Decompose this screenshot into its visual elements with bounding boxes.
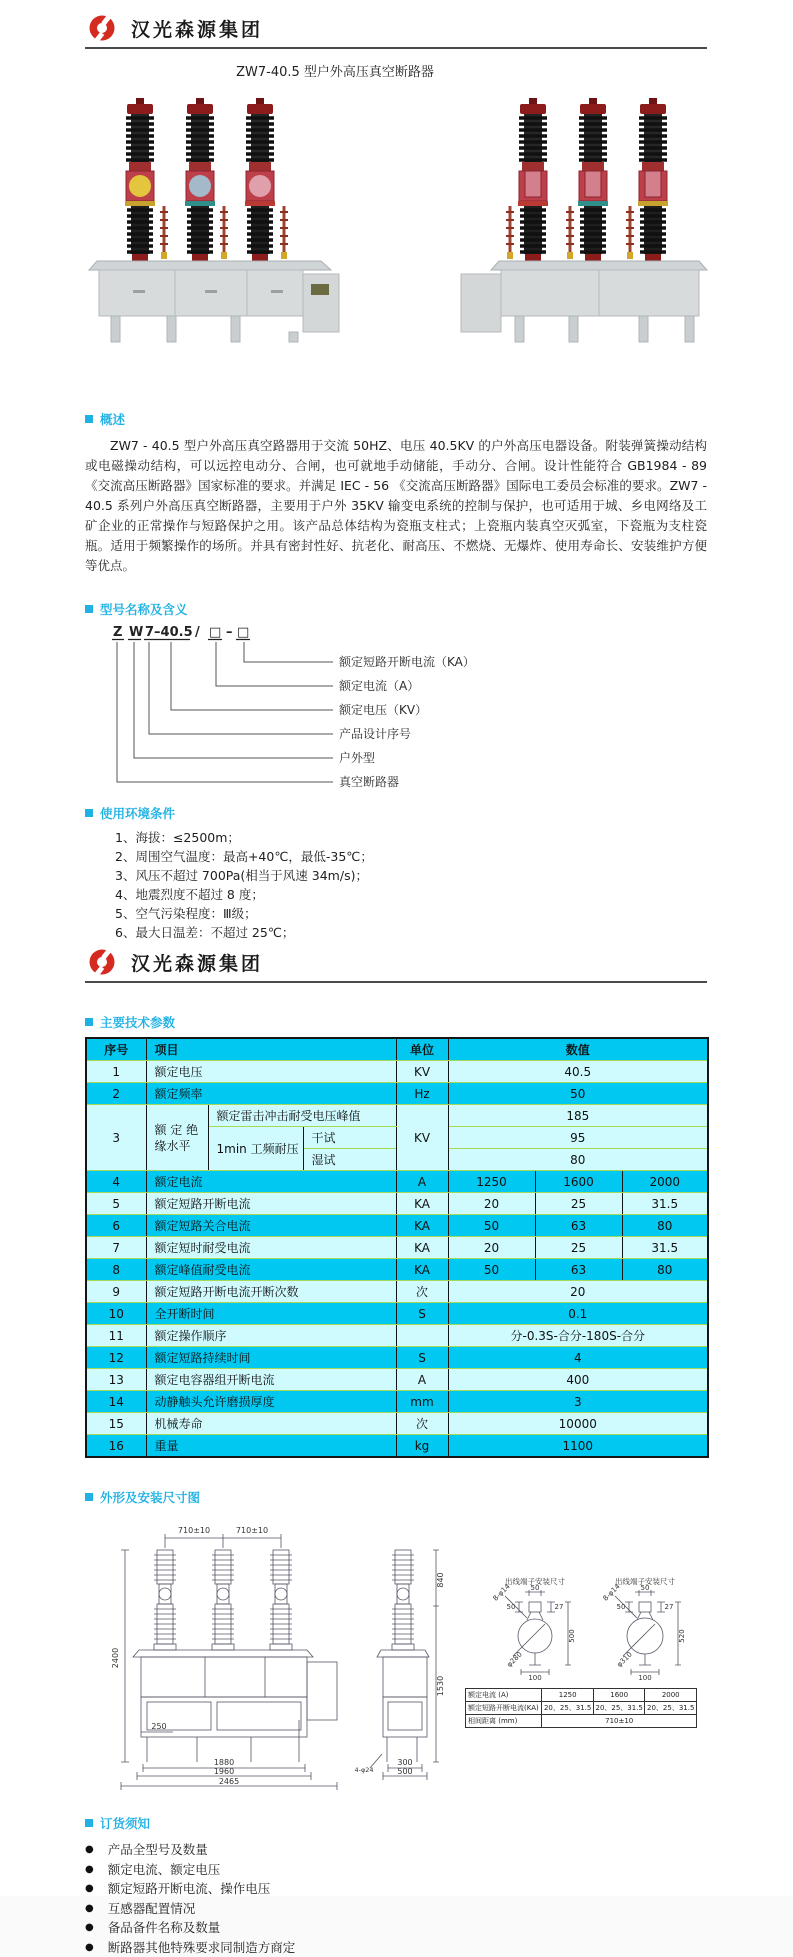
ordering-list [85,1840,707,1957]
table-row: 13 额定电容器组开断电流 A 400 [86,1369,708,1391]
section-title: 概述 [100,410,125,428]
list-item: 4、地震烈度不超过 8 度； [115,885,707,904]
svg-text:–: – [226,625,233,640]
svg-text:额定电流（A）: 额定电流（A） [339,678,419,693]
company-logo-icon [85,948,121,976]
table-row: 3 额 定 绝 缘水平 额定雷击冲击耐受电压峰值 KV 185 [86,1105,708,1127]
product-photos [85,94,707,344]
drawing-parameters-table: 额定电流 (A) 1250 1600 2000 额定短路开断电流(KA) 20、25、31.5 20、25、31.5 20、25、31.5 相间距离 (mm) 710±10 [465,1688,697,1728]
svg-text:出线端子安装尺寸: 出线端子安装尺寸 [505,1576,565,1586]
section-title: 主要技术参数 [100,1013,175,1031]
company-logo-icon [85,14,121,42]
section-bullet-icon [85,605,93,613]
section-bullet-icon [85,1819,93,1827]
svg-text:250: 250 [151,1722,166,1731]
svg-text:W: W [129,625,143,640]
section-title: 外形及安装尺寸图 [100,1488,200,1506]
svg-text:710±10: 710±10 [178,1526,210,1535]
svg-text:1880: 1880 [214,1758,234,1767]
svg-text:1960: 1960 [214,1767,234,1776]
bullet-icon: ● [85,1840,94,1860]
section-dimensions [85,1488,707,1798]
table-row: 6 额定短路关合电流 KA 50 63 80 [86,1215,708,1237]
table-row: 14 动静触头允许磨损厚度 mm 3 [86,1391,708,1413]
svg-text:φ310: φ310 [615,1650,633,1668]
model-designation-diagram [85,622,555,794]
svg-text:□: □ [237,625,249,640]
section-ordering [85,1814,707,1957]
parameters-table: 序号 项目 单位 数值 1 额定电压 KV 40.5 2 额定频率 Hz 50 3 额 定 绝 缘水平 额定雷击冲击耐受电压峰值 KV 185 1min 工频耐压 干试 95 湿试 80 4 额定电流 A 1250 1600 2000 5 额定短路开断电流 KA 20 25 31.5 6 额定短路关合电流 KA 50 63 80 7 额定短时耐受电流 KA 20 25 31.5 8 额定峰值耐受电流 KA 50 63 80 9 额定短路开断电流开断次数 次 20 10 全开断时间 S 0.1 11 额定操作顺序 分-0.3S-合分-180S-合分 12 额定短路持续时间 S 4 13 额定电容器组开断电流 A 400 14 动静触头允许磨损厚度 mm 3 15 机械寿命 次 10000 16 重量 kg 1100 [85,1037,709,1458]
product-photo-front [85,94,391,344]
svg-text:额定短路开断电流（KA）: 额定短路开断电流（KA） [339,654,475,669]
list-item: ● 额定短路开断电流、操作电压 [85,1879,707,1899]
svg-text:8-φ14: 8-φ14 [492,1582,513,1603]
section-bullet-icon [85,809,93,817]
dimension-drawing [85,1510,707,1798]
section-parameters [85,1013,707,1458]
svg-text:Z: Z [113,625,122,640]
svg-text:1530: 1530 [436,1676,445,1696]
list-item: ● 断路器其他特殊要求同制造方商定 [85,1938,707,1957]
section-title: 型号名称及含义 [100,600,188,618]
section-bullet-icon [85,1018,93,1026]
svg-text:7–40.5: 7–40.5 [145,625,193,640]
svg-text:8-φ14: 8-φ14 [602,1582,623,1603]
svg-text:300: 300 [397,1758,412,1767]
brand-header [85,948,707,983]
list-item: 5、空气污染程度：Ⅲ级； [115,904,707,923]
list-item: 3、风压不超过 700Pa(相当于风速 34m/s)； [115,866,707,885]
section-overview [85,410,707,576]
bullet-icon: ● [85,1918,94,1938]
section-environment [85,804,707,942]
table-row: 9 额定短路开断电流开断次数 次 20 [86,1281,708,1303]
table-row: 5 额定短路开断电流 KA 20 25 31.5 [86,1193,708,1215]
svg-text:520: 520 [678,1629,686,1642]
svg-text:50: 50 [531,1584,540,1592]
svg-text:4-φ24: 4-φ24 [354,1766,373,1774]
table-row: 8 额定峰值耐受电流 KA 50 63 80 [86,1259,708,1281]
environment-list [115,828,707,942]
list-item: 6、最大日温差：不超过 25℃； [115,923,707,942]
bullet-icon: ● [85,1938,94,1957]
svg-text:500: 500 [568,1629,576,1642]
svg-text:50: 50 [617,1603,626,1611]
svg-text:产品设计序号: 产品设计序号 [339,726,411,741]
table-row: 7 额定短时耐受电流 KA 20 25 31.5 [86,1237,708,1259]
svg-text:50: 50 [507,1603,516,1611]
list-item: 2、周围空气温度：最高+40℃，最低-35℃； [115,847,707,866]
table-row: 1 额定电压 KV 40.5 [86,1061,708,1083]
table-row: 10 全开断时间 S 0.1 [86,1303,708,1325]
svg-text:户外型: 户外型 [339,750,375,765]
table-row: 11 额定操作顺序 分-0.3S-合分-180S-合分 [86,1325,708,1347]
svg-text:2400: 2400 [111,1648,120,1668]
svg-text:840: 840 [436,1572,445,1587]
brand-header [85,14,707,49]
list-item: 1、海拔：≤2500m； [115,828,707,847]
section-title: 订货须知 [100,1814,150,1832]
svg-text:710±10: 710±10 [236,1526,268,1535]
svg-text:500: 500 [397,1767,412,1776]
svg-text:/: / [195,625,200,640]
svg-text:27: 27 [555,1603,564,1611]
section-title: 使用环境条件 [100,804,175,822]
bullet-icon: ● [85,1879,94,1899]
outline-drawing [85,1510,707,1798]
table-row: 4 额定电流 A 1250 1600 2000 [86,1171,708,1193]
overview-text: ZW7 - 40.5 型户外高压真空路器用于交流 50HZ、电压 40.5KV 的户外高压电器设备。附装弹簧操动结构或电磁操动结构，可以远控电动分、合闸，也可就地手动储能，手动分、合闸。设计性能符合 GB1984 - 89 《交流高压断路器》国家标准的要求。并满足 IEC - 56 《交流高压断路器》国际电工委员会标准的要求。ZW7 - 40.5 系列户外高压真空断路器，主要用于户外 35KV 输变电系统的控制与保护，也可适用于城、乡电网络及工矿企业的正常操作与短路保护之用。该产品总体结构为瓷瓶支柱式；上瓷瓶内装真空灭弧室，下瓷瓶为支柱瓷瓶。适用于频繁操作的场所。并具有密封性好、抗老化、耐高压、不燃烧、无爆炸、使用寿命长、安装维护方便等优点。 [85,436,707,576]
brand-name: 汉光森源集团 [131,949,263,976]
list-item: ● 额定电流、额定电压 [85,1860,707,1880]
svg-text:真空断路器: 真空断路器 [339,774,399,789]
svg-text:100: 100 [638,1674,651,1682]
section-bullet-icon [85,1493,93,1501]
svg-text:50: 50 [641,1584,650,1592]
svg-text:出线端子安装尺寸: 出线端子安装尺寸 [615,1576,675,1586]
product-photo-side [403,94,709,344]
svg-text:27: 27 [665,1603,674,1611]
list-item: ● 产品全型号及数量 [85,1840,707,1860]
bullet-icon: ● [85,1860,94,1880]
section-model [85,600,707,794]
page-title: ZW7-40.5 型户外高压真空断路器 [85,61,585,80]
brand-name: 汉光森源集团 [131,15,263,42]
table-row: 2 额定频率 Hz 50 [86,1083,708,1105]
table-row: 1min 工频耐压 干试 95 [86,1127,708,1149]
bullet-icon: ● [85,1899,94,1919]
svg-text:额定电压（KV）: 额定电压（KV） [339,702,427,717]
table-row: 12 额定短路持续时间 S 4 [86,1347,708,1369]
table-row: 湿试 80 [86,1149,708,1171]
table-row: 16 重量 kg 1100 [86,1435,708,1458]
section-bullet-icon [85,415,93,423]
svg-text:□: □ [209,625,221,640]
svg-text:100: 100 [528,1674,541,1682]
svg-text:φ280: φ280 [505,1650,523,1668]
list-item: ● 互感器配置情况 [85,1899,707,1919]
svg-text:2465: 2465 [219,1777,239,1786]
table-row: 15 机械寿命 次 10000 [86,1413,708,1435]
list-item: ● 备品备件名称及数量 [85,1918,707,1938]
